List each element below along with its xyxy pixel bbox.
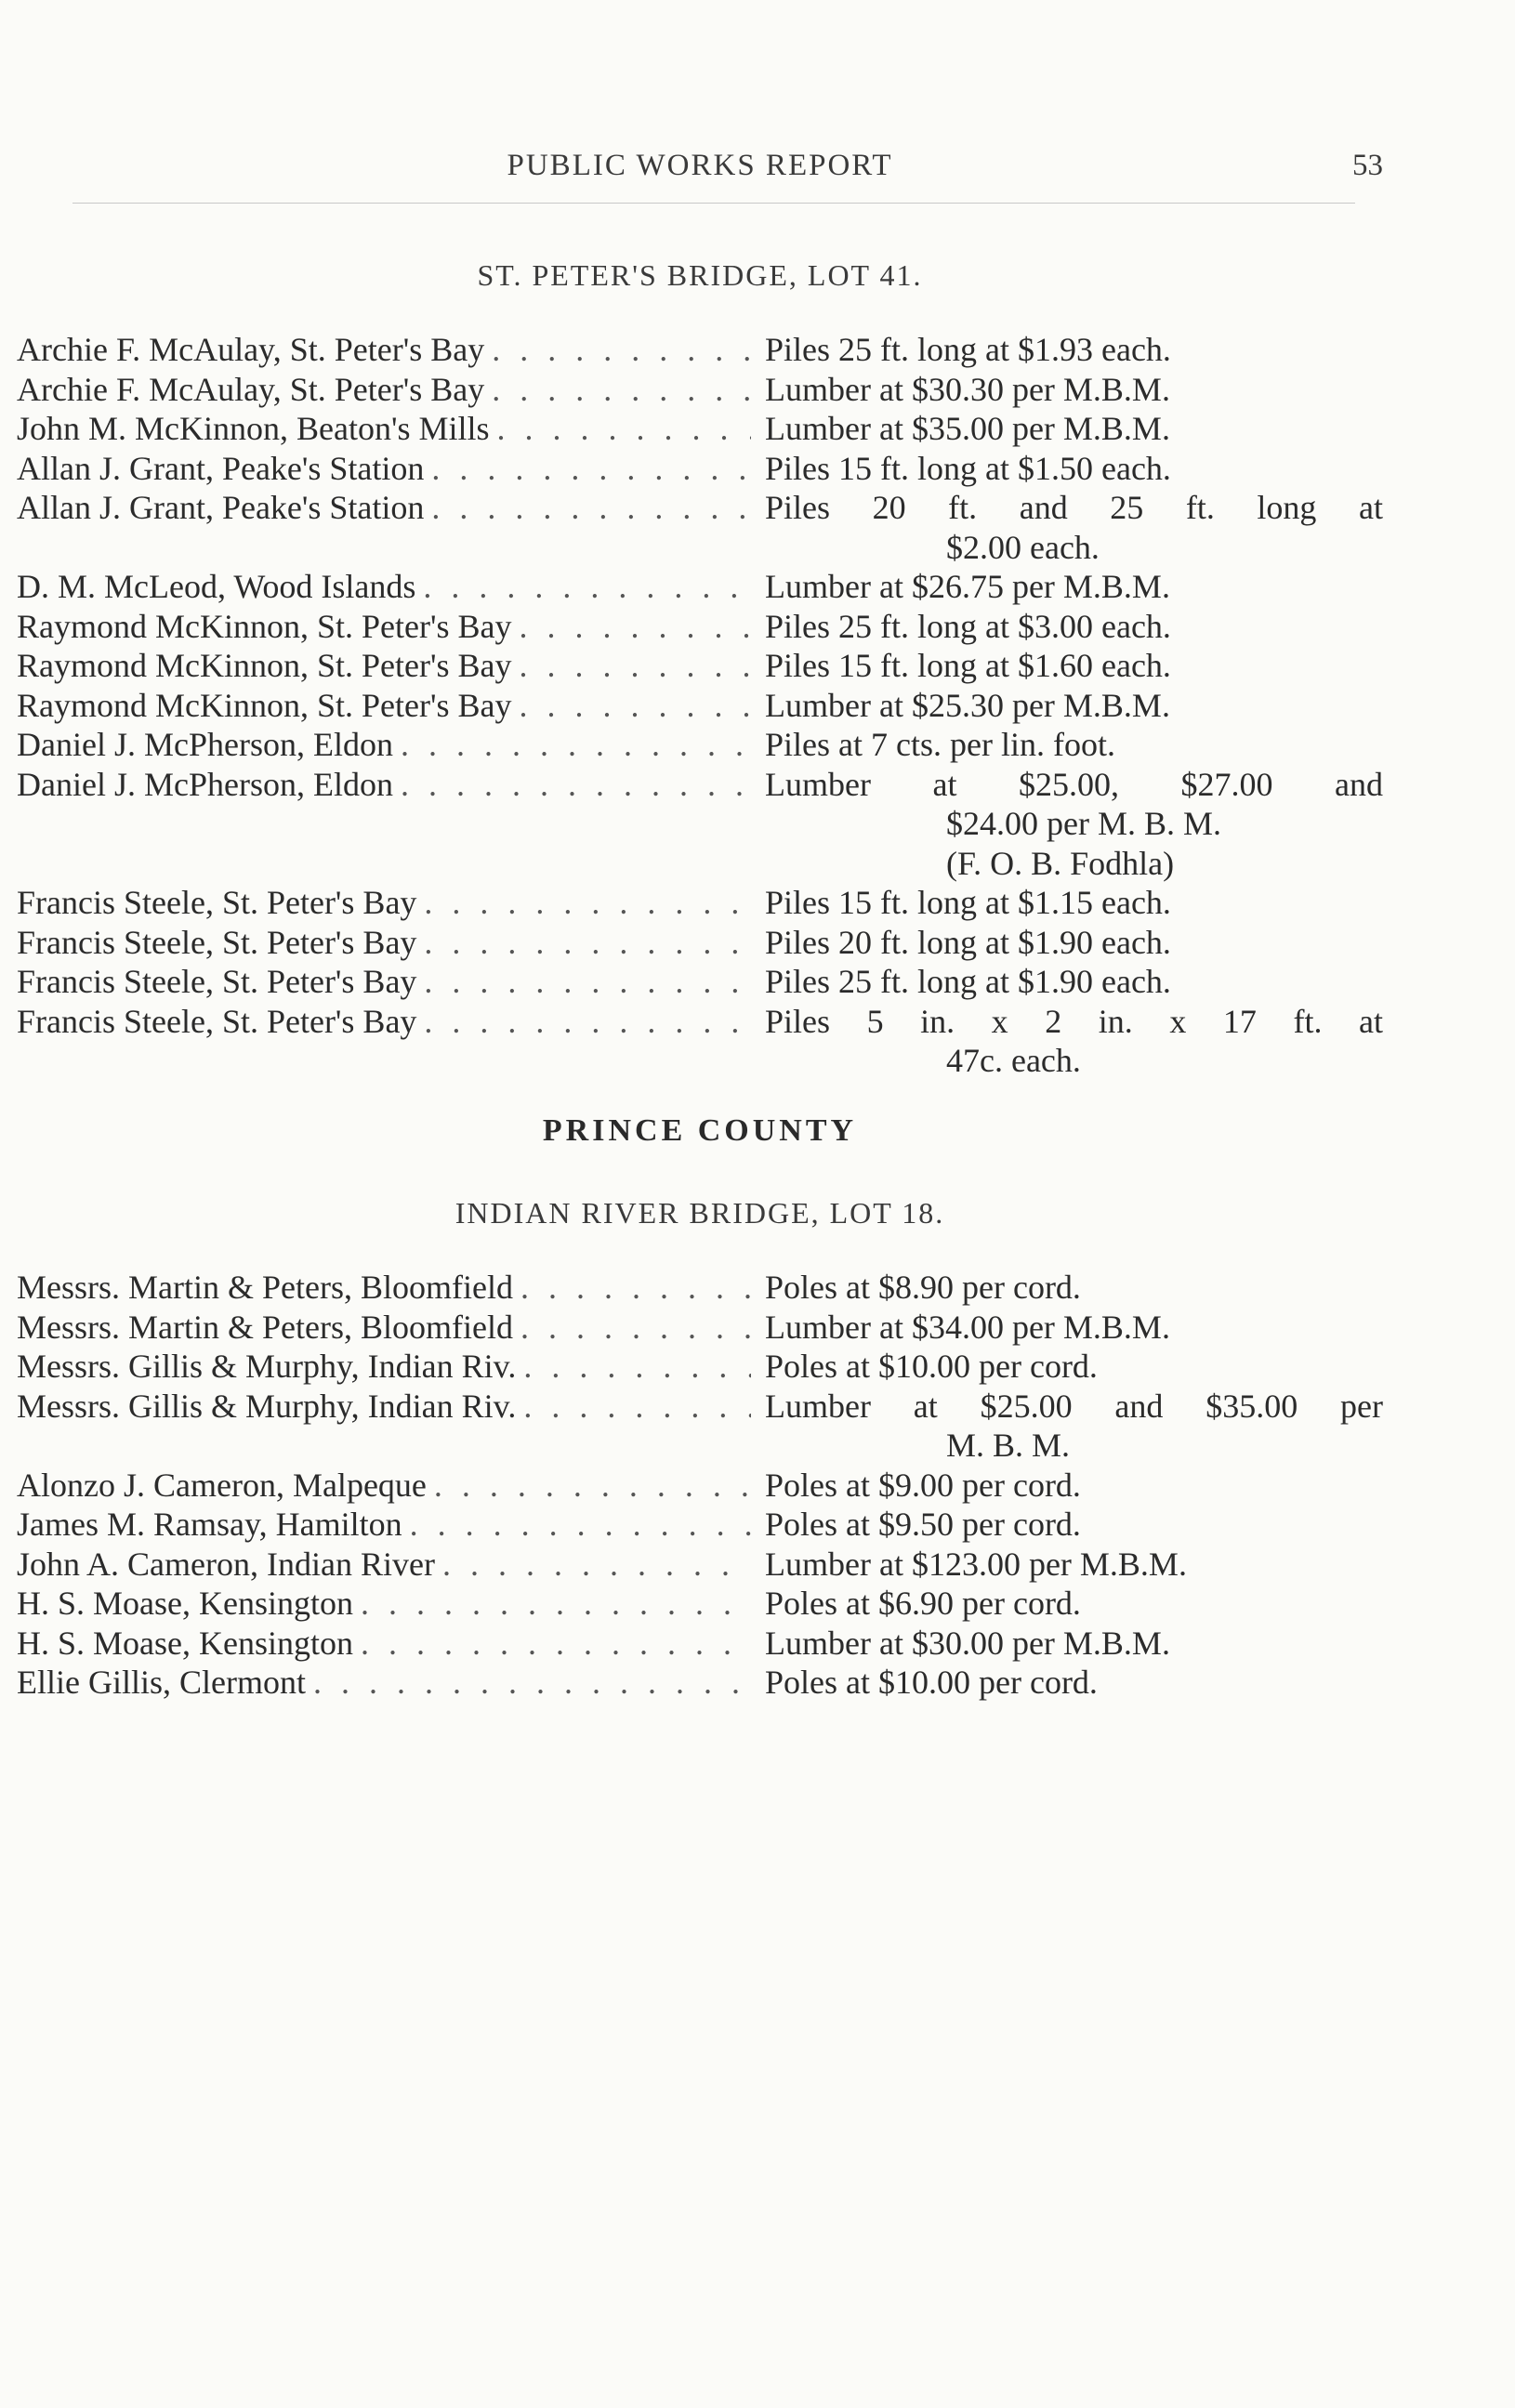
supplier-name: Messrs. Gillis & Murphy, Indian Riv. bbox=[17, 1348, 517, 1385]
supplier-name: H. S. Moase, Kensington bbox=[17, 1624, 353, 1662]
item-line: Lumber at $34.00 per M.B.M. bbox=[765, 1308, 1170, 1346]
supplier-name: Raymond McKinnon, St. Peter's Bay bbox=[17, 607, 512, 645]
item-description bbox=[751, 1308, 1383, 1348]
item-line: Lumber at $25.30 per M.B.M. bbox=[765, 686, 1170, 724]
entry-row bbox=[17, 1347, 1383, 1387]
item-line: Piles 25 ft. long at $1.90 each. bbox=[765, 963, 1171, 1000]
document-page bbox=[17, 0, 1383, 2408]
dot-leader bbox=[410, 1505, 751, 1545]
supplier-name: Francis Steele, St. Peter's Bay bbox=[17, 1002, 417, 1040]
entry-row bbox=[17, 725, 1383, 765]
entry-row bbox=[17, 1584, 1383, 1624]
supplier-cell bbox=[17, 962, 751, 1002]
section-title-st-peters-bridge: ST. PETER'S BRIDGE, LOT 41. bbox=[477, 258, 923, 292]
dot-leader bbox=[519, 646, 751, 686]
supplier-name: H. S. Moase, Kensington bbox=[17, 1585, 353, 1622]
item-description bbox=[751, 1545, 1383, 1585]
supplier-cell bbox=[17, 1505, 751, 1545]
entry-row bbox=[17, 449, 1383, 489]
item-line: Poles at $10.00 per cord. bbox=[765, 1348, 1098, 1385]
dot-leader bbox=[424, 923, 751, 963]
item-line: Piles 25 ft. long at $1.93 each. bbox=[765, 331, 1171, 368]
supplier-name: Daniel J. McPherson, Eldon bbox=[17, 765, 393, 803]
dot-leader bbox=[523, 1347, 751, 1387]
item-description bbox=[751, 1387, 1383, 1466]
item-description bbox=[751, 1466, 1383, 1506]
supplier-cell bbox=[17, 923, 751, 963]
supplier-name: James M. Ramsay, Hamilton bbox=[17, 1506, 402, 1543]
entry-row bbox=[17, 1663, 1383, 1703]
item-description bbox=[751, 567, 1383, 607]
item-line: Poles at $6.90 per cord. bbox=[765, 1585, 1081, 1622]
section-title-indian-river-bridge: INDIAN RIVER BRIDGE, LOT 18. bbox=[454, 1196, 945, 1230]
dot-leader bbox=[497, 409, 752, 449]
dot-leader bbox=[431, 449, 751, 489]
supplier-name: Archie F. McAulay, St. Peter's Bay bbox=[17, 331, 485, 368]
header-rule bbox=[72, 203, 1355, 204]
item-line: Poles at $10.00 per cord. bbox=[765, 1664, 1098, 1701]
dot-leader bbox=[520, 1268, 751, 1308]
entry-row bbox=[17, 1002, 1383, 1081]
supplier-cell bbox=[17, 1387, 751, 1466]
item-line: Poles at $9.00 per cord. bbox=[765, 1466, 1081, 1504]
entry-row bbox=[17, 370, 1383, 410]
item-description bbox=[751, 1663, 1383, 1703]
item-line: Lumber at $25.00 and $35.00 per bbox=[765, 1387, 1383, 1425]
item-line: Piles 15 ft. long at $1.15 each. bbox=[765, 884, 1171, 921]
item-description bbox=[751, 1347, 1383, 1387]
entries-st-peters-bridge bbox=[17, 330, 1383, 1081]
supplier-name: John M. McKinnon, Beaton's Mills bbox=[17, 410, 490, 447]
item-description bbox=[751, 962, 1383, 1002]
dot-leader bbox=[519, 686, 751, 726]
supplier-cell bbox=[17, 725, 751, 765]
item-line: Lumber at $30.00 per M.B.M. bbox=[765, 1624, 1170, 1662]
supplier-name: Francis Steele, St. Peter's Bay bbox=[17, 923, 417, 961]
item-line: Lumber at $30.30 per M.B.M. bbox=[765, 370, 1170, 408]
item-line: Piles 15 ft. long at $1.60 each. bbox=[765, 647, 1171, 684]
supplier-name: Raymond McKinnon, St. Peter's Bay bbox=[17, 647, 512, 684]
entry-row bbox=[17, 962, 1383, 1002]
dot-leader bbox=[523, 1387, 751, 1466]
item-description bbox=[751, 1268, 1383, 1308]
supplier-cell bbox=[17, 1347, 751, 1387]
supplier-name: Francis Steele, St. Peter's Bay bbox=[17, 884, 417, 921]
item-line: Lumber at $123.00 per M.B.M. bbox=[765, 1545, 1187, 1583]
supplier-cell bbox=[17, 1663, 751, 1703]
supplier-cell bbox=[17, 1308, 751, 1348]
dot-leader bbox=[424, 962, 751, 1002]
entry-row bbox=[17, 330, 1383, 370]
item-line: (F. O. B. Fodhla) bbox=[946, 844, 1175, 882]
running-head bbox=[17, 149, 1383, 195]
page-number: 53 bbox=[1352, 149, 1383, 182]
dot-leader bbox=[520, 1308, 751, 1348]
entry-row bbox=[17, 1624, 1383, 1664]
supplier-cell bbox=[17, 449, 751, 489]
item-line: Piles 20 ft. long at $1.90 each. bbox=[765, 923, 1171, 961]
item-description bbox=[751, 725, 1383, 765]
supplier-name: Messrs. Martin & Peters, Bloomfield bbox=[17, 1269, 513, 1306]
item-description bbox=[751, 1584, 1383, 1624]
entry-row bbox=[17, 646, 1383, 686]
item-description bbox=[751, 449, 1383, 489]
supplier-name: Allan J. Grant, Peake's Station bbox=[17, 489, 425, 526]
supplier-cell bbox=[17, 1466, 751, 1506]
county-title: PRINCE COUNTY bbox=[542, 1113, 858, 1148]
item-description bbox=[751, 370, 1383, 410]
supplier-name: Francis Steele, St. Peter's Bay bbox=[17, 963, 417, 1000]
entry-row bbox=[17, 883, 1383, 923]
dot-leader bbox=[434, 1466, 751, 1506]
entry-row bbox=[17, 1505, 1383, 1545]
item-line: Poles at $8.90 per cord. bbox=[765, 1269, 1081, 1306]
item-description bbox=[751, 607, 1383, 647]
dot-leader bbox=[442, 1545, 751, 1585]
supplier-cell bbox=[17, 883, 751, 923]
item-description bbox=[751, 646, 1383, 686]
dot-leader bbox=[401, 725, 751, 765]
supplier-cell bbox=[17, 646, 751, 686]
item-line: Piles 15 ft. long at $1.50 each. bbox=[765, 449, 1171, 487]
item-line: $24.00 per M. B. M. bbox=[946, 805, 1221, 842]
entry-row bbox=[17, 1545, 1383, 1585]
supplier-name: Messrs. Gillis & Murphy, Indian Riv. bbox=[17, 1387, 517, 1425]
running-title: PUBLIC WORKS REPORT bbox=[507, 149, 893, 182]
item-line: $2.00 each. bbox=[946, 528, 1100, 566]
item-line: Lumber at $25.00, $27.00 and bbox=[765, 765, 1383, 803]
item-description bbox=[751, 409, 1383, 449]
supplier-name: Archie F. McAulay, St. Peter's Bay bbox=[17, 370, 485, 408]
supplier-cell bbox=[17, 1624, 751, 1664]
dot-leader bbox=[492, 370, 751, 410]
dot-leader bbox=[424, 883, 751, 923]
supplier-name: Alonzo J. Cameron, Malpeque bbox=[17, 1466, 427, 1504]
item-description bbox=[751, 1002, 1383, 1081]
item-description bbox=[751, 488, 1383, 567]
entry-row bbox=[17, 409, 1383, 449]
dot-leader bbox=[423, 567, 751, 607]
dot-leader bbox=[361, 1624, 751, 1664]
dot-leader bbox=[401, 765, 751, 884]
item-line: Piles at 7 cts. per lin. foot. bbox=[765, 726, 1115, 763]
supplier-cell bbox=[17, 567, 751, 607]
supplier-cell bbox=[17, 409, 751, 449]
item-description bbox=[751, 1624, 1383, 1664]
supplier-cell bbox=[17, 1002, 751, 1081]
dot-leader bbox=[361, 1584, 751, 1624]
supplier-cell bbox=[17, 1268, 751, 1308]
supplier-name: Daniel J. McPherson, Eldon bbox=[17, 726, 393, 763]
entry-row bbox=[17, 765, 1383, 884]
item-line: M. B. M. bbox=[946, 1427, 1071, 1464]
supplier-cell bbox=[17, 765, 751, 884]
supplier-name: Ellie Gillis, Clermont bbox=[17, 1664, 306, 1701]
entry-row bbox=[17, 686, 1383, 726]
supplier-name: D. M. McLeod, Wood Islands bbox=[17, 568, 416, 605]
dot-leader bbox=[519, 607, 751, 647]
supplier-cell bbox=[17, 1545, 751, 1585]
entry-row bbox=[17, 567, 1383, 607]
entry-row bbox=[17, 1268, 1383, 1308]
item-description bbox=[751, 883, 1383, 923]
entry-row bbox=[17, 923, 1383, 963]
supplier-cell bbox=[17, 488, 751, 567]
supplier-name: Messrs. Martin & Peters, Bloomfield bbox=[17, 1308, 513, 1346]
item-line: Lumber at $35.00 per M.B.M. bbox=[765, 410, 1170, 447]
item-line: Piles 5 in. x 2 in. x 17 ft. at bbox=[765, 1002, 1383, 1040]
supplier-cell bbox=[17, 370, 751, 410]
item-description bbox=[751, 765, 1383, 884]
supplier-cell bbox=[17, 607, 751, 647]
entry-row bbox=[17, 1308, 1383, 1348]
dot-leader bbox=[424, 1002, 751, 1081]
supplier-cell bbox=[17, 686, 751, 726]
entry-row bbox=[17, 607, 1383, 647]
item-line: 47c. each. bbox=[946, 1042, 1081, 1079]
supplier-name: John A. Cameron, Indian River bbox=[17, 1545, 435, 1583]
entry-row bbox=[17, 1466, 1383, 1506]
item-line: Poles at $9.50 per cord. bbox=[765, 1506, 1081, 1543]
item-description bbox=[751, 686, 1383, 726]
item-description bbox=[751, 1505, 1383, 1545]
dot-leader bbox=[431, 488, 751, 567]
entries-indian-river-bridge bbox=[17, 1268, 1383, 1703]
supplier-name: Allan J. Grant, Peake's Station bbox=[17, 449, 425, 487]
entry-row bbox=[17, 488, 1383, 567]
supplier-cell bbox=[17, 1584, 751, 1624]
item-line: Piles 25 ft. long at $3.00 each. bbox=[765, 607, 1171, 645]
supplier-name: Raymond McKinnon, St. Peter's Bay bbox=[17, 686, 512, 724]
entry-row bbox=[17, 1387, 1383, 1466]
item-line: Piles 20 ft. and 25 ft. long at bbox=[765, 489, 1383, 526]
item-description bbox=[751, 923, 1383, 963]
supplier-cell bbox=[17, 330, 751, 370]
item-description bbox=[751, 330, 1383, 370]
dot-leader bbox=[313, 1663, 751, 1703]
dot-leader bbox=[492, 330, 751, 370]
item-line: Lumber at $26.75 per M.B.M. bbox=[765, 568, 1170, 605]
